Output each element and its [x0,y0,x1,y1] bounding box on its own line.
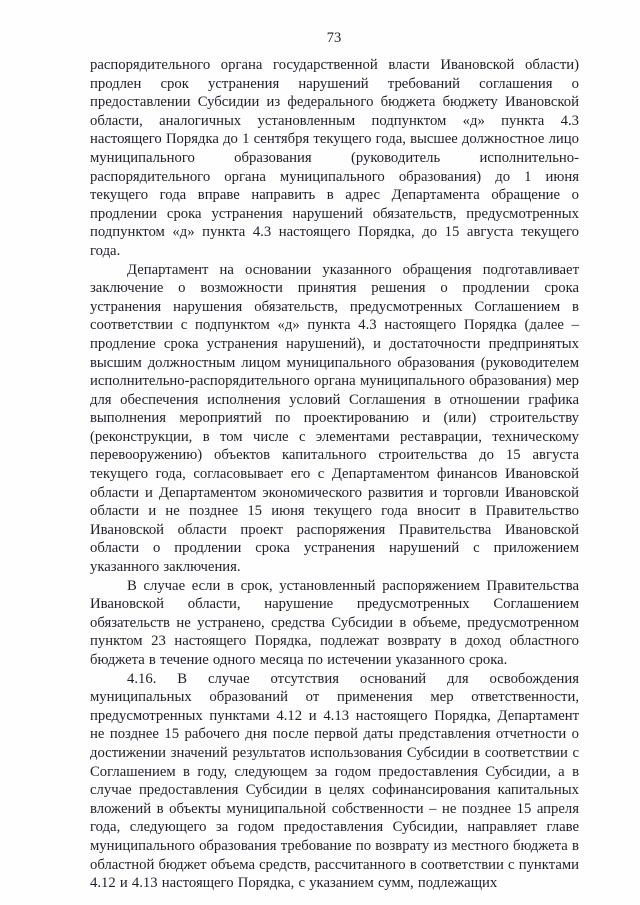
body-paragraph-4-clause-4-16: 4.16. В случае отсутствия оснований для освобождения муниципальных образований от применения мер ответственности, предусмотренных пунктами 4.12 и 4.13 настоящего Порядка, Департамент не позднее 15 рабочего дня после первой даты представления отчетности о достижении значений результатов использования Субсидии в соответствии с Соглашением в году, следующем за годом предоставления Субсидии, а в случае предоставления Субсидии в целях софинансирования капитальных вложений в объекты муниципальной собственности – не позднее 15 апреля года, следующего за годом предоставления Субсидии, направляет главе муниципального образования требование по возврату из местного бюджета в областной бюджет объема средств, рассчитанного в соответствии с пунктами 4.12 и 4.13 настоящего Порядка, с указанием сумм, подлежащих [90,670,579,892]
page-number: 73 [326,30,342,46]
body-paragraph-continuation: распорядительного органа государственной власти Ивановской области) продлен срок устранения нарушений требований соглашения о предоставлении Субсидии из федерального бюджета бюджету Ивановской области, аналогичных установленным подпунктом «д» пункта 4.3 настоящего Порядка до 1 сентября текущего года, высшее должностное лицо муниципального образования (руководитель исполнительно-распорядительного органа муниципального образования) до 1 июня текущего года вправе направить в адрес Департамента обращение о продлении срока устранения нарушений обязательств, предусмотренных подпунктом «д» пункта 4.3 настоящего Порядка, до 15 августа текущего года. [90,57,579,259]
document-body [90,56,579,893]
body-paragraph-3: В случае если в срок, установленный распоряжением Правительства Ивановской области, нарушение предусмотренных Соглашением обязательств не устранено, средства Субсидии в объеме, предусмотренном пунктом 23 настоящего Порядка, подлежат возврату в доход областного бюджета в течение одного месяца по истечении указанного срока. [90,577,579,668]
body-paragraph-2: Департамент на основании указанного обращения подготавливает заключение о возможности принятия решения о продлении срока устранения нарушения обязательств, предусмотренных Соглашением в соответствии с подпунктом «д» пункта 4.3 настоящего Порядка (далее – продление срока устранения нарушений), и достаточности предпринятых высшим должностным лицом муниципального образования (руководителем исполнительно-распорядительного органа муниципального образования) мер для обеспечения исполнения условий Соглашения в отношении графика выполнения мероприятий по проектированию и (или) строительству (реконструкции, в том числе с элементами реставрации, техническому перевооружению) объектов капитального строительства до 15 августа текущего года, согласовывает его с Департаментом финансов Ивановской области и Департаментом экономического развития и торговли Ивановской области и не позднее 15 июня текущего года вносит в Правительство Ивановской области проект распоряжения Правительства Ивановской области о продлении срока устранения нарушений с приложением указанного заключения. [90,261,579,576]
